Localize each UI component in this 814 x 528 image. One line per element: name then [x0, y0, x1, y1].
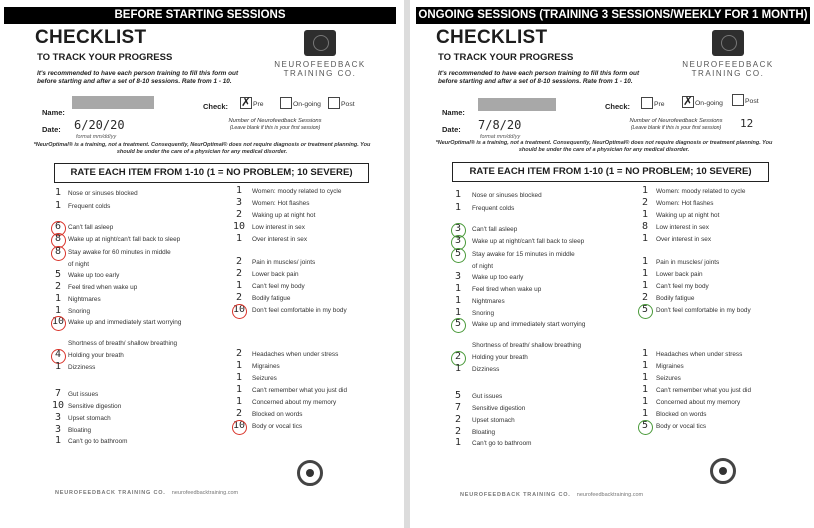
- footer-url: neurofeedbacktraining.com: [171, 490, 239, 496]
- symptom-label: Seizures: [656, 375, 681, 382]
- symptom-label: Snoring: [472, 310, 495, 317]
- rating-value[interactable]: 1: [641, 209, 649, 220]
- banner: ONGOING SESSIONS (TRAINING 3 SESSIONS/WEEKLY FOR 1 MONTH): [416, 7, 810, 24]
- symptom-label: Holding your breath: [472, 354, 528, 361]
- name-label: Name:: [442, 108, 465, 117]
- rating-value[interactable]: 1: [641, 372, 649, 383]
- check-label: Check:: [605, 102, 631, 111]
- check-label: Check:: [203, 102, 229, 111]
- rating-value[interactable]: 1: [54, 435, 62, 446]
- logo-text: NEUROFEEDBACK TRAINING CO.: [274, 60, 366, 78]
- date-value[interactable]: 6/20/20: [74, 118, 125, 132]
- checkbox-pre[interactable]: [641, 97, 653, 109]
- option-post: Post: [341, 101, 355, 108]
- rating-value[interactable]: 5: [54, 269, 62, 280]
- symptom-label: Upset stomach: [472, 417, 515, 424]
- date-format: format mm/dd/yy: [480, 134, 521, 140]
- symptom-label: Over interest in sex: [656, 236, 712, 243]
- sessions-value[interactable]: 12: [740, 117, 754, 130]
- rating-circle: [451, 248, 466, 263]
- symptom-label: Headaches when under stress: [656, 351, 743, 358]
- symptom-label: Bloating: [472, 429, 496, 436]
- rating-value[interactable]: 1: [235, 280, 243, 291]
- symptom-label: Pain in muscles/ joints: [252, 259, 316, 266]
- symptom-label: Low interest in sex: [252, 224, 305, 231]
- rating-value[interactable]: 1: [235, 233, 243, 244]
- rating-value[interactable]: 1: [235, 396, 243, 407]
- rating-value[interactable]: 1: [641, 280, 649, 291]
- rating-value[interactable]: 3: [454, 235, 462, 246]
- symptom-label: Bloating: [68, 427, 92, 434]
- symptom-label: Wake up too early: [472, 274, 524, 281]
- rating-value[interactable]: 5: [454, 248, 462, 259]
- name-field-redacted[interactable]: [72, 96, 154, 109]
- symptom-label: Shortness of breath/ shallow breathing: [472, 342, 582, 349]
- page-title: CHECKLIST: [35, 27, 147, 48]
- sessions-label: Number of Neurofeedback Sessions: [629, 118, 723, 124]
- rating-value[interactable]: 1: [641, 408, 649, 419]
- footer: [55, 490, 238, 496]
- rating-value[interactable]: 1: [454, 189, 462, 200]
- symptom-label: Sensitive digestion: [472, 405, 526, 412]
- symptom-label: Nose or sinuses blocked: [472, 192, 542, 199]
- rating-value[interactable]: 1: [235, 384, 243, 395]
- symptom-label: Body or vocal tics: [656, 423, 707, 430]
- rating-value[interactable]: 1: [641, 256, 649, 267]
- rating-value[interactable]: 2: [454, 426, 462, 437]
- symptom-label: Blocked on words: [656, 411, 707, 418]
- footer-url: neurofeedbacktraining.com: [576, 492, 644, 498]
- symptom-label: Waking up at night hot: [252, 212, 316, 219]
- symptom-label: Can't fall asleep: [68, 224, 114, 231]
- rating-value[interactable]: 8: [54, 233, 62, 244]
- logo-text: NEUROFEEDBACK TRAINING CO.: [682, 60, 774, 78]
- rating-value[interactable]: 5: [641, 420, 649, 431]
- rating-value[interactable]: 2: [235, 268, 243, 279]
- option-ongoing: On-going: [293, 101, 321, 108]
- footer-brand: NEUROFEEDBACK TRAINING CO.: [55, 490, 166, 496]
- rating-value[interactable]: 10: [52, 400, 65, 411]
- rating-value[interactable]: 1: [641, 185, 649, 196]
- checkbox-pre[interactable]: ✗: [241, 95, 252, 109]
- symptom-label: Snoring: [68, 308, 91, 315]
- symptom-label: Women: moody related to cycle: [656, 188, 746, 195]
- ongoing-checklist-page: [410, 0, 814, 528]
- symptom-label: Don't feel comfortable in my body: [252, 307, 347, 314]
- rate-heading: RATE EACH ITEM FROM 1-10 (1 = NO PROBLEM; 10 SEVERE): [54, 163, 369, 183]
- rating-value[interactable]: 5: [454, 390, 462, 401]
- rating-value[interactable]: 1: [454, 295, 462, 306]
- option-pre: Pre: [654, 101, 665, 108]
- rating-circle: [232, 420, 247, 435]
- option-ongoing: On-going: [695, 100, 723, 107]
- rating-value[interactable]: 1: [641, 233, 649, 244]
- rating-value[interactable]: 3: [235, 197, 243, 208]
- symptom-label: Blocked on words: [252, 411, 303, 418]
- rating-value[interactable]: 3: [454, 223, 462, 234]
- rating-value[interactable]: 4: [54, 349, 62, 360]
- rating-value[interactable]: 2: [235, 348, 243, 359]
- rating-value[interactable]: 3: [54, 424, 62, 435]
- symptom-label: Frequent colds: [472, 205, 515, 212]
- symptom-label: Can't remember what you just did: [656, 387, 751, 394]
- symptom-label: Wake up at night/can't fall back to sleep: [472, 238, 585, 245]
- rating-value[interactable]: 8: [54, 246, 62, 257]
- rating-circle: [451, 318, 466, 333]
- disclaimer: *NeurOptimal® is a training, not a treatment. Consequently, NeurOptimal® does not require diagnosis or treatment planning. You should be under the care of a physician for any medical disorder.: [435, 140, 773, 153]
- symptom-label: Pain in muscles/ joints: [656, 259, 720, 266]
- footer: [460, 492, 643, 498]
- symptom-label: Can't feel my body: [656, 283, 709, 290]
- symptom-label: Body or vocal tics: [252, 423, 303, 430]
- symptom-label: Dizziness: [68, 364, 96, 371]
- option-pre: Pre: [253, 101, 264, 108]
- symptom-label: Women: Hot flashes: [252, 200, 310, 207]
- symptom-label: Can't fall asleep: [472, 226, 518, 233]
- symptom-label: of night: [68, 261, 89, 268]
- before-checklist-page: [0, 0, 404, 528]
- rating-value[interactable]: 1: [235, 185, 243, 196]
- symptom-label: of night: [472, 263, 493, 270]
- symptom-label: Shortness of breath/ shallow breathing: [68, 340, 178, 347]
- rating-value[interactable]: 1: [641, 396, 649, 407]
- sessions-label: Number of Neurofeedback Sessions: [228, 118, 322, 124]
- rating-value[interactable]: 1: [54, 187, 62, 198]
- rating-value[interactable]: 6: [54, 221, 62, 232]
- rating-value[interactable]: 1: [454, 437, 462, 448]
- rating-value[interactable]: 1: [454, 202, 462, 213]
- page-subtitle: TO TRACK YOUR PROGRESS: [37, 52, 173, 63]
- rating-value[interactable]: 7: [54, 388, 62, 399]
- symptom-label: Can't remember what you just did: [252, 387, 347, 394]
- rating-value[interactable]: 1: [641, 348, 649, 359]
- disclaimer: *NeurOptimal® is a training, not a treatment. Consequently, NeurOptimal® does not require diagnosis or treatment planning. You should be under the care of a physician for any medical disorder.: [33, 142, 371, 155]
- date-value[interactable]: 7/8/20: [478, 118, 522, 132]
- rate-heading: RATE EACH ITEM FROM 1-10 (1 = NO PROBLEM; 10 SEVERE): [452, 162, 769, 182]
- instructions: It's recommended to have each person training to fill this form out before starting and after a set of 8-10 sessions. Rate from 1 - 10.: [438, 70, 640, 85]
- rating-value[interactable]: 3: [454, 271, 462, 282]
- symptom-label: Holding your breath: [68, 352, 124, 359]
- logo-icon: [712, 30, 744, 56]
- rating-value[interactable]: 10: [52, 316, 65, 327]
- rating-circle: [51, 246, 66, 261]
- sessions-hint: (Leave blank if this is your first session): [229, 125, 321, 131]
- rating-value[interactable]: 10: [233, 221, 246, 232]
- symptom-label: Gut issues: [68, 391, 99, 398]
- symptom-label: Nose or sinuses blocked: [68, 190, 138, 197]
- rating-value[interactable]: 2: [454, 414, 462, 425]
- rating-value[interactable]: 1: [454, 363, 462, 374]
- rating-value[interactable]: 1: [235, 372, 243, 383]
- date-label: Date:: [42, 125, 61, 134]
- rating-value[interactable]: 1: [54, 361, 62, 372]
- symptom-label: Stay awake for 15 minutes in middle: [472, 251, 575, 258]
- rating-value[interactable]: 3: [54, 412, 62, 423]
- symptom-label: Don't feel comfortable in my body: [656, 307, 751, 314]
- symptom-label: Low interest in sex: [656, 224, 709, 231]
- page-subtitle: TO TRACK YOUR PROGRESS: [438, 52, 574, 63]
- symptom-label: Feel tired when wake up: [472, 286, 542, 293]
- banner: BEFORE STARTING SESSIONS: [4, 7, 396, 24]
- rating-value[interactable]: 10: [233, 304, 246, 315]
- symptom-label: Can't feel my body: [252, 283, 305, 290]
- symptom-label: Nightmares: [68, 296, 101, 303]
- page-title: CHECKLIST: [436, 27, 548, 48]
- symptom-label: Can't go to bathroom: [472, 440, 532, 447]
- symptom-label: Frequent colds: [68, 203, 111, 210]
- rating-value[interactable]: 10: [233, 420, 246, 431]
- seal-icon: [297, 460, 323, 486]
- symptom-label: Migraines: [252, 363, 280, 370]
- rating-value[interactable]: 5: [454, 318, 462, 329]
- rating-circle: [51, 316, 66, 331]
- checkbox-post[interactable]: [732, 94, 744, 106]
- symptom-label: Dizziness: [472, 366, 500, 373]
- symptom-label: Waking up at night hot: [656, 212, 720, 219]
- symptom-label: Bodily fatigue: [252, 295, 291, 302]
- rating-value[interactable]: 1: [54, 305, 62, 316]
- sessions-hint: (Leave blank if this is your first session): [630, 125, 722, 131]
- symptom-label: Lower back pain: [656, 271, 703, 278]
- symptom-label: Nightmares: [472, 298, 505, 305]
- symptom-label: Migraines: [656, 363, 684, 370]
- rating-value[interactable]: 5: [641, 304, 649, 315]
- symptom-label: Upset stomach: [68, 415, 111, 422]
- symptom-label: Concerned about my memory: [252, 399, 337, 406]
- symptom-label: Wake up too early: [68, 272, 120, 279]
- rating-value[interactable]: 2: [454, 351, 462, 362]
- symptom-label: Wake up and immediately start worrying: [68, 319, 182, 326]
- checkbox-ongoing[interactable]: ✗: [683, 94, 694, 108]
- rating-value[interactable]: 2: [235, 209, 243, 220]
- symptom-label: Wake up and immediately start worrying: [472, 321, 586, 328]
- symptom-label: Over interest in sex: [252, 236, 308, 243]
- symptom-label: Wake up at night/can't fall back to sleep: [68, 236, 181, 243]
- rating-value[interactable]: 1: [454, 307, 462, 318]
- symptom-label: Seizures: [252, 375, 277, 382]
- symptom-label: Stay awake for 60 minutes in middle: [68, 249, 171, 256]
- checkbox-ongoing[interactable]: [280, 97, 292, 109]
- name-label: Name:: [42, 108, 65, 117]
- option-post: Post: [745, 98, 759, 105]
- rating-value[interactable]: 2: [235, 256, 243, 267]
- symptom-label: Can't go to bathroom: [68, 438, 128, 445]
- rating-value[interactable]: 1: [641, 268, 649, 279]
- checkbox-post[interactable]: [328, 97, 340, 109]
- rating-value[interactable]: 2: [641, 197, 649, 208]
- rating-circle: [638, 420, 653, 435]
- rating-value[interactable]: 1: [454, 283, 462, 294]
- name-field-redacted[interactable]: [478, 98, 556, 111]
- logo-icon: [304, 30, 336, 56]
- symptom-label: Feel tired when wake up: [68, 284, 138, 291]
- symptom-label: Bodily fatigue: [656, 295, 695, 302]
- rating-value[interactable]: 1: [54, 200, 62, 211]
- rating-value[interactable]: 2: [235, 292, 243, 303]
- date-label: Date:: [442, 125, 461, 134]
- rating-circle: [638, 304, 653, 319]
- seal-icon: [710, 458, 736, 484]
- symptom-label: Sensitive digestion: [68, 403, 122, 410]
- symptom-label: Women: Hot flashes: [656, 200, 714, 207]
- rating-value[interactable]: 1: [235, 360, 243, 371]
- rating-value[interactable]: 8: [641, 221, 649, 232]
- rating-circle: [232, 304, 247, 319]
- symptom-label: Headaches when under stress: [252, 351, 339, 358]
- rating-value[interactable]: 1: [54, 293, 62, 304]
- symptom-label: Concerned about my memory: [656, 399, 741, 406]
- rating-value[interactable]: 2: [54, 281, 62, 292]
- rating-value[interactable]: 1: [641, 384, 649, 395]
- instructions: It's recommended to have each person training to fill this form out before starting and after a set of 8-10 sessions. Rate from 1 - 10.: [37, 70, 239, 85]
- symptom-label: Women: moody related to cycle: [252, 188, 342, 195]
- rating-value[interactable]: 7: [454, 402, 462, 413]
- rating-value[interactable]: 2: [641, 292, 649, 303]
- date-format: format mm/dd/yy: [76, 134, 117, 140]
- symptom-label: Gut issues: [472, 393, 503, 400]
- rating-value[interactable]: 2: [235, 408, 243, 419]
- footer-brand: NEUROFEEDBACK TRAINING CO.: [460, 492, 571, 498]
- rating-value[interactable]: 1: [641, 360, 649, 371]
- symptom-label: Lower back pain: [252, 271, 299, 278]
